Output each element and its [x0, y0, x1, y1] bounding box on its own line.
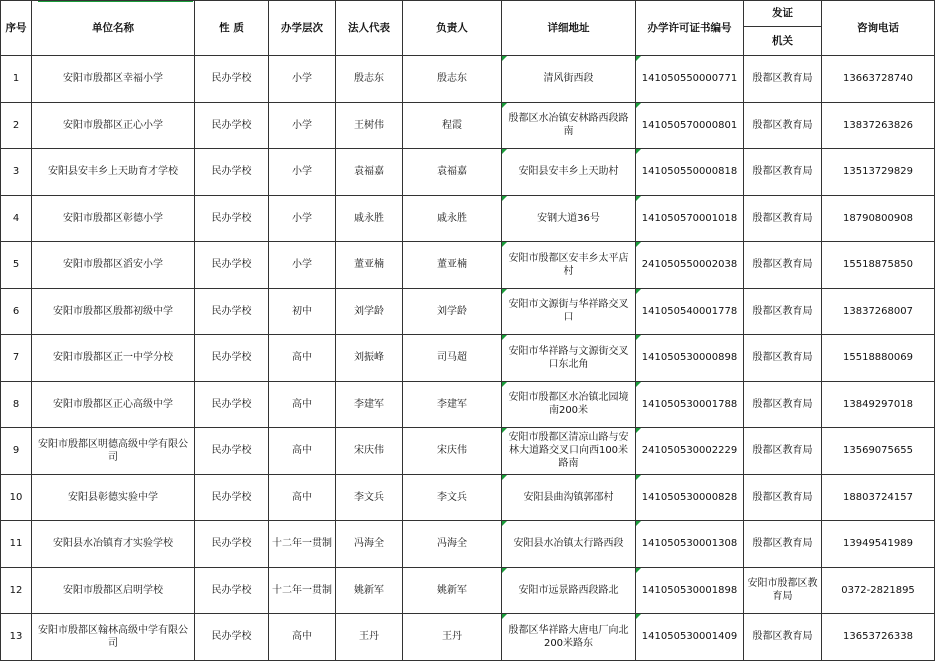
- table-row: [1, 56, 935, 103]
- cell-license[interactable]: 141050530001788: [636, 381, 744, 428]
- cell-principal[interactable]: 殷志东: [403, 56, 502, 103]
- cell-name[interactable]: 安阳市殷都区滔安小学: [32, 242, 195, 289]
- cell-seq[interactable]: 12: [1, 567, 32, 614]
- table-row: [1, 242, 935, 289]
- cell-name[interactable]: 安阳市殷都区彰德小学: [32, 195, 195, 242]
- cell-license[interactable]: 141050550000771: [636, 56, 744, 103]
- cell-principal[interactable]: 袁福嘉: [403, 149, 502, 196]
- cell-phone[interactable]: 13849297018: [822, 381, 935, 428]
- col-header-issuer-top[interactable]: 发证: [744, 1, 822, 27]
- cell-phone[interactable]: 13949541989: [822, 521, 935, 568]
- cell-issuer[interactable]: 殷都区教育局: [744, 102, 822, 149]
- cell-level[interactable]: 小学: [269, 56, 336, 103]
- cell-license[interactable]: 141050530001409: [636, 614, 744, 661]
- table-row: [1, 102, 935, 149]
- cell-level[interactable]: 高中: [269, 474, 336, 521]
- cell-address[interactable]: 安阳市远景路西段路北: [502, 567, 636, 614]
- cell-legal-rep[interactable]: 刘学龄: [336, 288, 403, 335]
- table-row: [1, 195, 935, 242]
- cell-phone[interactable]: 13569075655: [822, 428, 935, 475]
- col-header-name[interactable]: 单位名称: [32, 1, 195, 56]
- cell-principal[interactable]: 冯海全: [403, 521, 502, 568]
- cell-nature[interactable]: 民办学校: [195, 195, 269, 242]
- cell-phone[interactable]: 18803724157: [822, 474, 935, 521]
- cell-phone[interactable]: 13663728740: [822, 56, 935, 103]
- cell-principal[interactable]: 戚永胜: [403, 195, 502, 242]
- cell-address[interactable]: 安阳市殷都区水冶镇北园境南200米: [502, 381, 636, 428]
- cell-name[interactable]: 安阳县彰德实验中学: [32, 474, 195, 521]
- cell-license[interactable]: 141050530000828: [636, 474, 744, 521]
- cell-issuer[interactable]: 殷都区教育局: [744, 381, 822, 428]
- cell-address[interactable]: 安阳市文源街与华祥路交叉口: [502, 288, 636, 335]
- cell-legal-rep[interactable]: 董亚楠: [336, 242, 403, 289]
- cell-seq[interactable]: 2: [1, 102, 32, 149]
- cell-principal[interactable]: 王丹: [403, 614, 502, 661]
- cell-level[interactable]: 十二年一贯制: [269, 521, 336, 568]
- table-row: [1, 288, 935, 335]
- cell-level[interactable]: 高中: [269, 428, 336, 475]
- cell-nature[interactable]: 民办学校: [195, 102, 269, 149]
- cell-principal[interactable]: 李建军: [403, 381, 502, 428]
- cell-legal-rep[interactable]: 刘振峰: [336, 335, 403, 382]
- cell-issuer[interactable]: 殷都区教育局: [744, 149, 822, 196]
- cell-nature[interactable]: 民办学校: [195, 474, 269, 521]
- cell-address[interactable]: 清风街西段: [502, 56, 636, 103]
- cell-phone[interactable]: 13653726338: [822, 614, 935, 661]
- cell-issuer[interactable]: 殷都区教育局: [744, 428, 822, 475]
- cell-name[interactable]: 安阳市殷都区殷都初级中学: [32, 288, 195, 335]
- cell-address[interactable]: 安阳县水冶镇太行路西段: [502, 521, 636, 568]
- col-header-legal-rep[interactable]: 法人代表: [336, 1, 403, 56]
- cell-address[interactable]: 安钢大道36号: [502, 195, 636, 242]
- cell-license[interactable]: 141050570000801: [636, 102, 744, 149]
- col-header-seq[interactable]: 序号: [1, 1, 32, 56]
- cell-phone[interactable]: 18790800908: [822, 195, 935, 242]
- cell-nature[interactable]: 民办学校: [195, 381, 269, 428]
- table-row: [1, 149, 935, 196]
- table-body: [1, 56, 935, 661]
- cell-address[interactable]: 殷都区华祥路大唐电厂向北200米路东: [502, 614, 636, 661]
- cell-seq[interactable]: 11: [1, 521, 32, 568]
- cell-seq[interactable]: 13: [1, 614, 32, 661]
- table-row: [1, 381, 935, 428]
- cell-legal-rep[interactable]: 殷志东: [336, 56, 403, 103]
- cell-nature[interactable]: 民办学校: [195, 567, 269, 614]
- cell-license[interactable]: 141050530001308: [636, 521, 744, 568]
- cell-principal[interactable]: 姚新军: [403, 567, 502, 614]
- cell-issuer[interactable]: 殷都区教育局: [744, 614, 822, 661]
- cell-license[interactable]: 141050540001778: [636, 288, 744, 335]
- col-header-level[interactable]: 办学层次: [269, 1, 336, 56]
- cell-nature[interactable]: 民办学校: [195, 614, 269, 661]
- cell-level[interactable]: 初中: [269, 288, 336, 335]
- cell-seq[interactable]: 8: [1, 381, 32, 428]
- cell-seq[interactable]: 3: [1, 149, 32, 196]
- cell-nature[interactable]: 民办学校: [195, 335, 269, 382]
- col-header-nature[interactable]: 性 质: [195, 1, 269, 56]
- cell-address[interactable]: 安阳市殷都区清凉山路与安林大道路交叉口向西100米路南: [502, 428, 636, 475]
- cell-seq[interactable]: 6: [1, 288, 32, 335]
- cell-license[interactable]: 241050530002229: [636, 428, 744, 475]
- cell-name[interactable]: 安阳市殷都区正一中学分校: [32, 335, 195, 382]
- cell-level[interactable]: 高中: [269, 614, 336, 661]
- table-row: [1, 474, 935, 521]
- table-row: [1, 428, 935, 475]
- cell-legal-rep[interactable]: 宋庆伟: [336, 428, 403, 475]
- cell-nature[interactable]: 民办学校: [195, 428, 269, 475]
- cell-issuer[interactable]: 殷都区教育局: [744, 474, 822, 521]
- cell-license[interactable]: 141050570001018: [636, 195, 744, 242]
- cell-license[interactable]: 241050550002038: [636, 242, 744, 289]
- cell-nature[interactable]: 民办学校: [195, 149, 269, 196]
- cell-level[interactable]: 高中: [269, 381, 336, 428]
- cell-legal-rep[interactable]: 袁福嘉: [336, 149, 403, 196]
- cell-phone[interactable]: 0372-2821895: [822, 567, 935, 614]
- cell-seq[interactable]: 9: [1, 428, 32, 475]
- cell-seq[interactable]: 7: [1, 335, 32, 382]
- cell-level[interactable]: 小学: [269, 102, 336, 149]
- cell-principal[interactable]: 董亚楠: [403, 242, 502, 289]
- cell-principal[interactable]: 宋庆伟: [403, 428, 502, 475]
- cell-name[interactable]: 安阳市殷都区正心高级中学: [32, 381, 195, 428]
- table-row: [1, 567, 935, 614]
- cell-issuer[interactable]: 殷都区教育局: [744, 288, 822, 335]
- cell-license[interactable]: 141050530000898: [636, 335, 744, 382]
- cell-principal[interactable]: 李文兵: [403, 474, 502, 521]
- table-row: [1, 614, 935, 661]
- cell-level[interactable]: 小学: [269, 242, 336, 289]
- cell-nature[interactable]: 民办学校: [195, 288, 269, 335]
- cell-level[interactable]: 小学: [269, 149, 336, 196]
- cell-license[interactable]: 141050530001898: [636, 567, 744, 614]
- cell-name[interactable]: 安阳市殷都区翰林高级中学有限公司: [32, 614, 195, 661]
- cell-name[interactable]: 安阳县安丰乡上天助育才学校: [32, 149, 195, 196]
- cell-nature[interactable]: 民办学校: [195, 242, 269, 289]
- header-row: [1, 1, 935, 27]
- cell-seq[interactable]: 5: [1, 242, 32, 289]
- col-header-license[interactable]: 办学许可证书编号: [636, 1, 744, 56]
- cell-issuer[interactable]: 殷都区教育局: [744, 335, 822, 382]
- cell-level[interactable]: 高中: [269, 335, 336, 382]
- cell-address[interactable]: 安阳市华祥路与文源街交叉口东北角: [502, 335, 636, 382]
- cell-seq[interactable]: 4: [1, 195, 32, 242]
- table-row: [1, 521, 935, 568]
- cell-issuer[interactable]: 殷都区教育局: [744, 195, 822, 242]
- cell-seq[interactable]: 1: [1, 56, 32, 103]
- cell-level[interactable]: 小学: [269, 195, 336, 242]
- col-header-principal[interactable]: 负责人: [403, 1, 502, 56]
- col-header-phone[interactable]: 咨询电话: [822, 1, 935, 56]
- cell-seq[interactable]: 10: [1, 474, 32, 521]
- cell-address[interactable]: 安阳市殷都区安丰乡太平店村: [502, 242, 636, 289]
- cell-address[interactable]: 安阳县曲沟镇郭邵村: [502, 474, 636, 521]
- cell-name[interactable]: 安阳市殷都区幸福小学: [32, 56, 195, 103]
- cell-license[interactable]: 141050550000818: [636, 149, 744, 196]
- cell-nature[interactable]: 民办学校: [195, 56, 269, 103]
- cell-phone[interactable]: 13513729829: [822, 149, 935, 196]
- cell-issuer[interactable]: 殷都区教育局: [744, 56, 822, 103]
- cell-phone[interactable]: 15518875850: [822, 242, 935, 289]
- cell-legal-rep[interactable]: 王树伟: [336, 102, 403, 149]
- table-row: [1, 335, 935, 382]
- cell-issuer[interactable]: 安阳市殷都区教育局: [744, 567, 822, 614]
- cell-principal[interactable]: 程霞: [403, 102, 502, 149]
- cell-name[interactable]: 安阳市殷都区明德高级中学有限公司: [32, 428, 195, 475]
- cell-issuer[interactable]: 殷都区教育局: [744, 242, 822, 289]
- cell-principal[interactable]: 司马超: [403, 335, 502, 382]
- cell-name[interactable]: 安阳市殷都区正心小学: [32, 102, 195, 149]
- cell-legal-rep[interactable]: 戚永胜: [336, 195, 403, 242]
- cell-address[interactable]: 殷都区水冶镇安林路西段路南: [502, 102, 636, 149]
- cell-phone[interactable]: 13837268007: [822, 288, 935, 335]
- cell-phone[interactable]: 15518880069: [822, 335, 935, 382]
- cell-name[interactable]: 安阳市殷都区启明学校: [32, 567, 195, 614]
- cell-legal-rep[interactable]: 姚新军: [336, 567, 403, 614]
- cell-legal-rep[interactable]: 冯海全: [336, 521, 403, 568]
- cell-phone[interactable]: 13837263826: [822, 102, 935, 149]
- cell-issuer[interactable]: 殷都区教育局: [744, 521, 822, 568]
- col-header-address[interactable]: 详细地址: [502, 1, 636, 56]
- cell-legal-rep[interactable]: 王丹: [336, 614, 403, 661]
- cell-legal-rep[interactable]: 李建军: [336, 381, 403, 428]
- cell-legal-rep[interactable]: 李文兵: [336, 474, 403, 521]
- cell-address[interactable]: 安阳县安丰乡上天助村: [502, 149, 636, 196]
- col-header-issuer-bottom[interactable]: 机关: [744, 27, 822, 56]
- cell-name[interactable]: 安阳县水冶镇育才实验学校: [32, 521, 195, 568]
- cell-nature[interactable]: 民办学校: [195, 521, 269, 568]
- cell-level[interactable]: 十二年一贯制: [269, 567, 336, 614]
- cell-principal[interactable]: 刘学龄: [403, 288, 502, 335]
